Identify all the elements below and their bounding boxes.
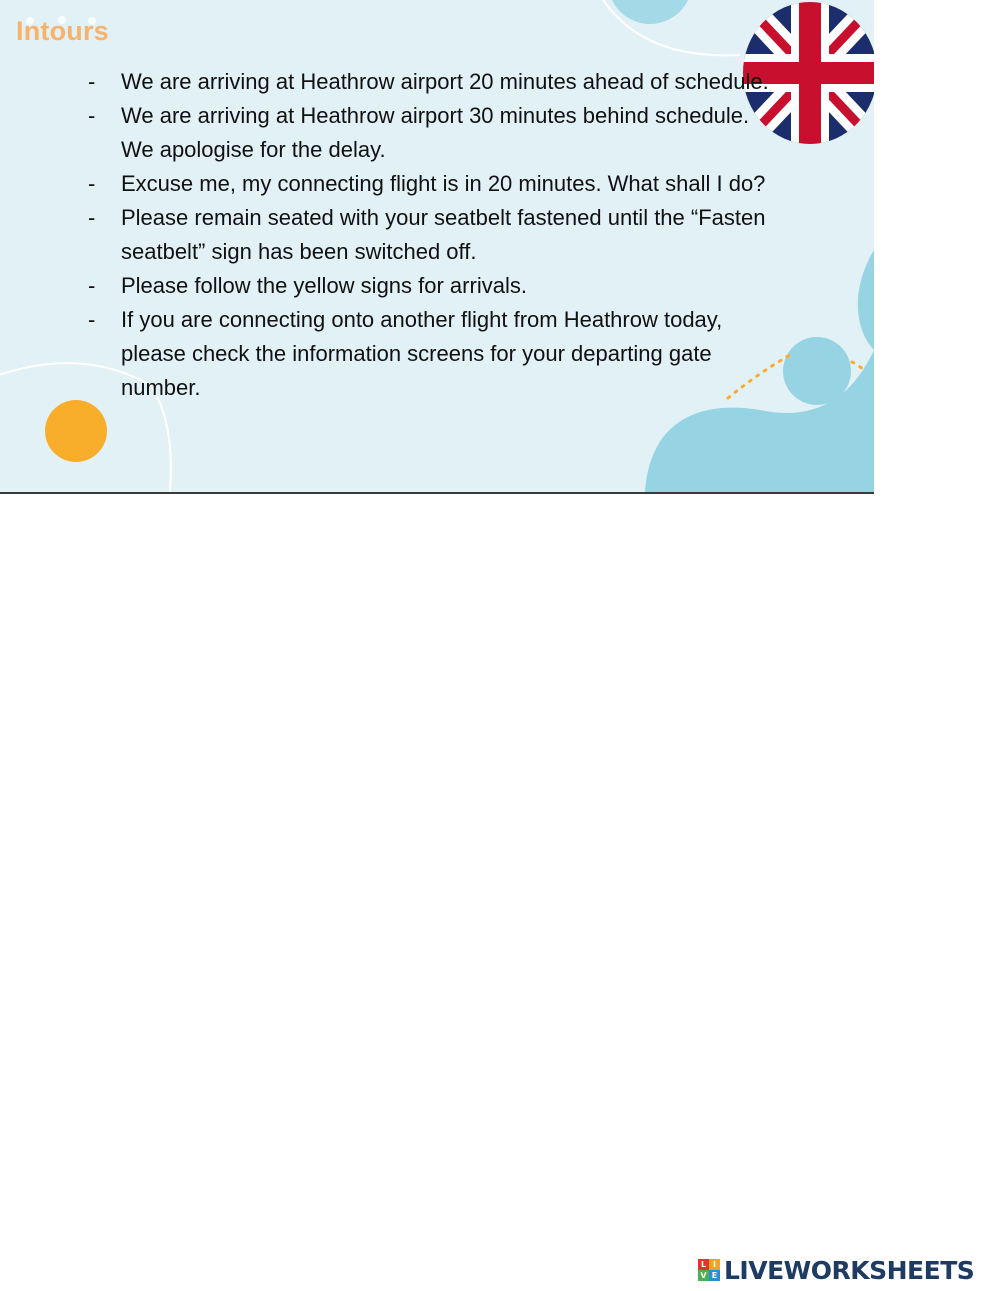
liveworksheets-logo[interactable]	[698, 1256, 974, 1284]
list-item-text: If you are connecting onto another flight from Heathrow today, please check the information screens for your departing gate number.	[121, 307, 723, 400]
list-item-text: Excuse me, my connecting flight is in 20 minutes. What shall I do?	[121, 171, 766, 196]
list-item-text: Please remain seated with your seatbelt fastened until the “Fasten seatbelt” sign has been switched off.	[121, 205, 766, 264]
dash-marker: -	[88, 171, 96, 196]
list-item	[88, 65, 778, 99]
logo-mark-letter: I	[709, 1259, 720, 1270]
list-item	[88, 303, 778, 405]
dash-marker: -	[88, 69, 96, 94]
list-item-text: We are arriving at Heathrow airport 20 minutes ahead of schedule.	[121, 69, 769, 94]
mid-bubble	[783, 337, 851, 405]
list-item	[88, 167, 778, 201]
list-item	[88, 269, 778, 303]
list-item-text: Please follow the yellow signs for arrivals.	[121, 273, 527, 298]
orange-bubble	[45, 400, 107, 462]
logo-mark-letter: V	[698, 1270, 709, 1281]
slide-image	[0, 0, 874, 494]
logo-mark-letter: L	[698, 1259, 709, 1270]
logo-mark-letter: E	[709, 1270, 720, 1281]
dash-marker: -	[88, 273, 96, 298]
list-item	[88, 99, 778, 167]
dash-marker: -	[88, 103, 96, 128]
dash-marker: -	[88, 307, 96, 332]
right-edge-blob	[858, 250, 874, 350]
phrase-list	[88, 65, 778, 405]
list-item	[88, 201, 778, 269]
liveworksheets-mark-icon	[698, 1259, 720, 1281]
logo-text: LIVEWORKSHEETS	[724, 1255, 975, 1285]
brand-title: Intours	[16, 16, 109, 46]
list-item-text: We are arriving at Heathrow airport 30 minutes behind schedule. We apologise for the delay.	[121, 103, 750, 162]
dash-marker: -	[88, 205, 96, 230]
